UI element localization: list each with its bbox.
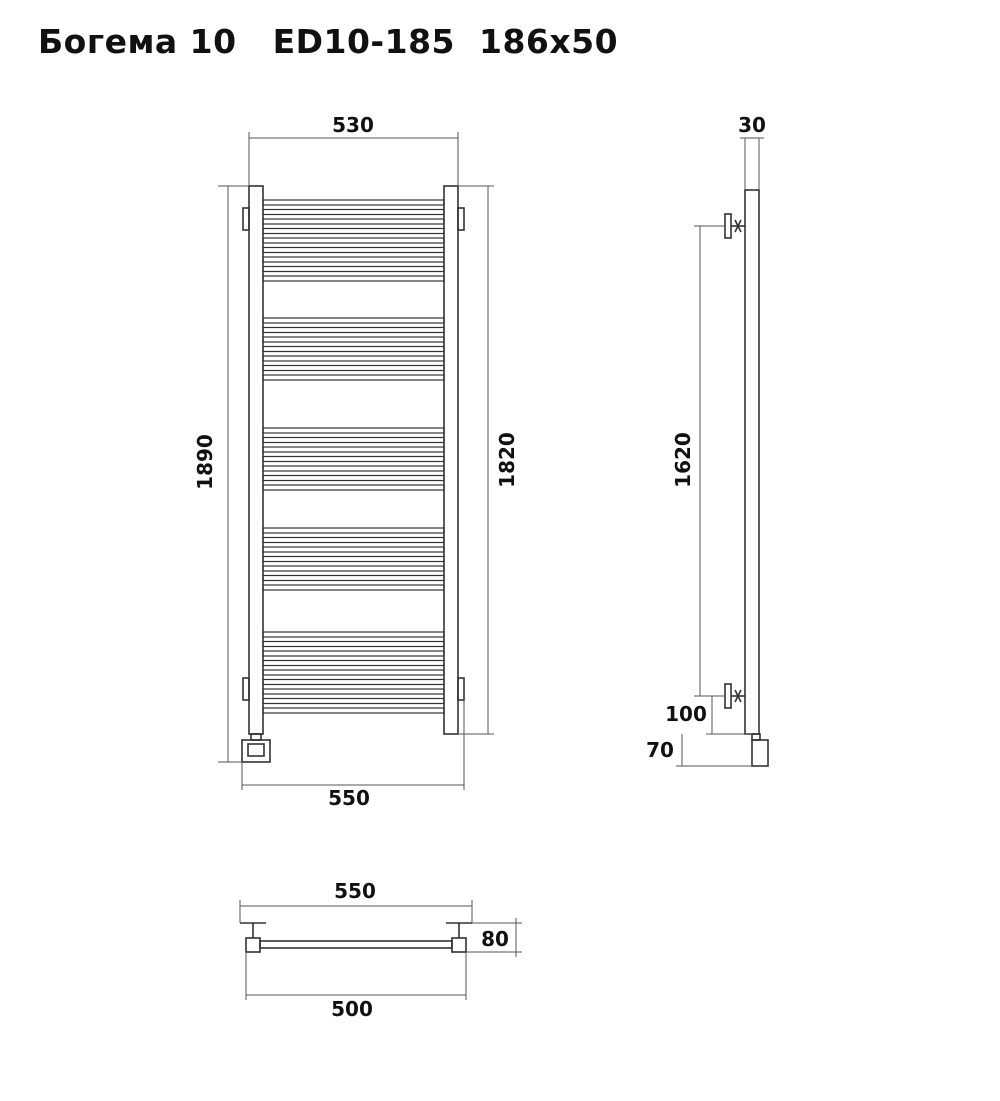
front-bracket-bottom-right [458, 678, 464, 700]
side-bracket-bottom-plate [725, 684, 731, 708]
front-rung [263, 347, 444, 352]
front-rung [263, 356, 444, 361]
front-rung [263, 375, 444, 380]
front-rung [263, 708, 444, 713]
front-rung [263, 210, 444, 215]
front-rung [263, 337, 444, 342]
dim-label-1620: 1620 [671, 432, 695, 488]
heater-neck [251, 734, 261, 740]
front-left-post [249, 186, 263, 734]
dim-label-550: 550 [328, 786, 370, 810]
dim-label-530: 530 [332, 113, 374, 137]
front-rung [263, 670, 444, 675]
front-rung [263, 318, 444, 323]
dim-label-80: 80 [481, 927, 509, 951]
front-rung [263, 538, 444, 543]
front-rung [263, 229, 444, 234]
front-rung [263, 632, 444, 637]
front-rung [263, 566, 444, 571]
front-rung [263, 651, 444, 656]
dim-label-30: 30 [738, 113, 766, 137]
front-rung [263, 438, 444, 443]
front-rungs [263, 200, 444, 713]
front-rung [263, 689, 444, 694]
front-rung [263, 466, 444, 471]
front-rung [263, 248, 444, 253]
side-heater-box [752, 740, 768, 766]
front-rung [263, 366, 444, 371]
front-rung [263, 476, 444, 481]
dim-label-1820: 1820 [495, 432, 519, 488]
front-rung [263, 447, 444, 452]
dim-label-1890: 1890 [193, 434, 217, 490]
dim-label-550-top: 550 [334, 879, 376, 903]
top-dimensions [240, 879, 522, 1021]
front-rung [263, 699, 444, 704]
top-rung [260, 941, 452, 948]
dim-label-70: 70 [646, 738, 674, 762]
front-rung [263, 238, 444, 243]
front-rung [263, 661, 444, 666]
front-rung [263, 528, 444, 533]
drawing-title: Богема 10 ED10-185 186x50 [38, 22, 619, 61]
side-post [745, 190, 759, 734]
front-rung [263, 642, 444, 647]
front-bracket-top-right [458, 208, 464, 230]
front-rung [263, 219, 444, 224]
front-rung [263, 200, 444, 205]
side-view [725, 190, 768, 766]
side-dimensions [646, 113, 766, 766]
top-view [240, 923, 472, 952]
front-rung [263, 276, 444, 281]
front-bracket-bottom-left [243, 678, 249, 700]
front-rung [263, 585, 444, 590]
side-heater-neck [752, 734, 760, 740]
front-rung [263, 257, 444, 262]
dim-label-100: 100 [665, 702, 707, 726]
front-rung [263, 457, 444, 462]
front-right-post [444, 186, 458, 734]
heater-display [248, 744, 264, 756]
front-rung [263, 485, 444, 490]
front-rung [263, 557, 444, 562]
front-rung [263, 680, 444, 685]
top-post-left [246, 938, 260, 952]
side-bracket-top-plate [725, 214, 731, 238]
dim-label-500: 500 [331, 997, 373, 1021]
front-rung [263, 328, 444, 333]
front-view [242, 186, 464, 762]
top-post-right [452, 938, 466, 952]
front-rung [263, 428, 444, 433]
front-rung [263, 547, 444, 552]
front-bracket-top-left [243, 208, 249, 230]
front-rung [263, 267, 444, 272]
front-rung [263, 576, 444, 581]
